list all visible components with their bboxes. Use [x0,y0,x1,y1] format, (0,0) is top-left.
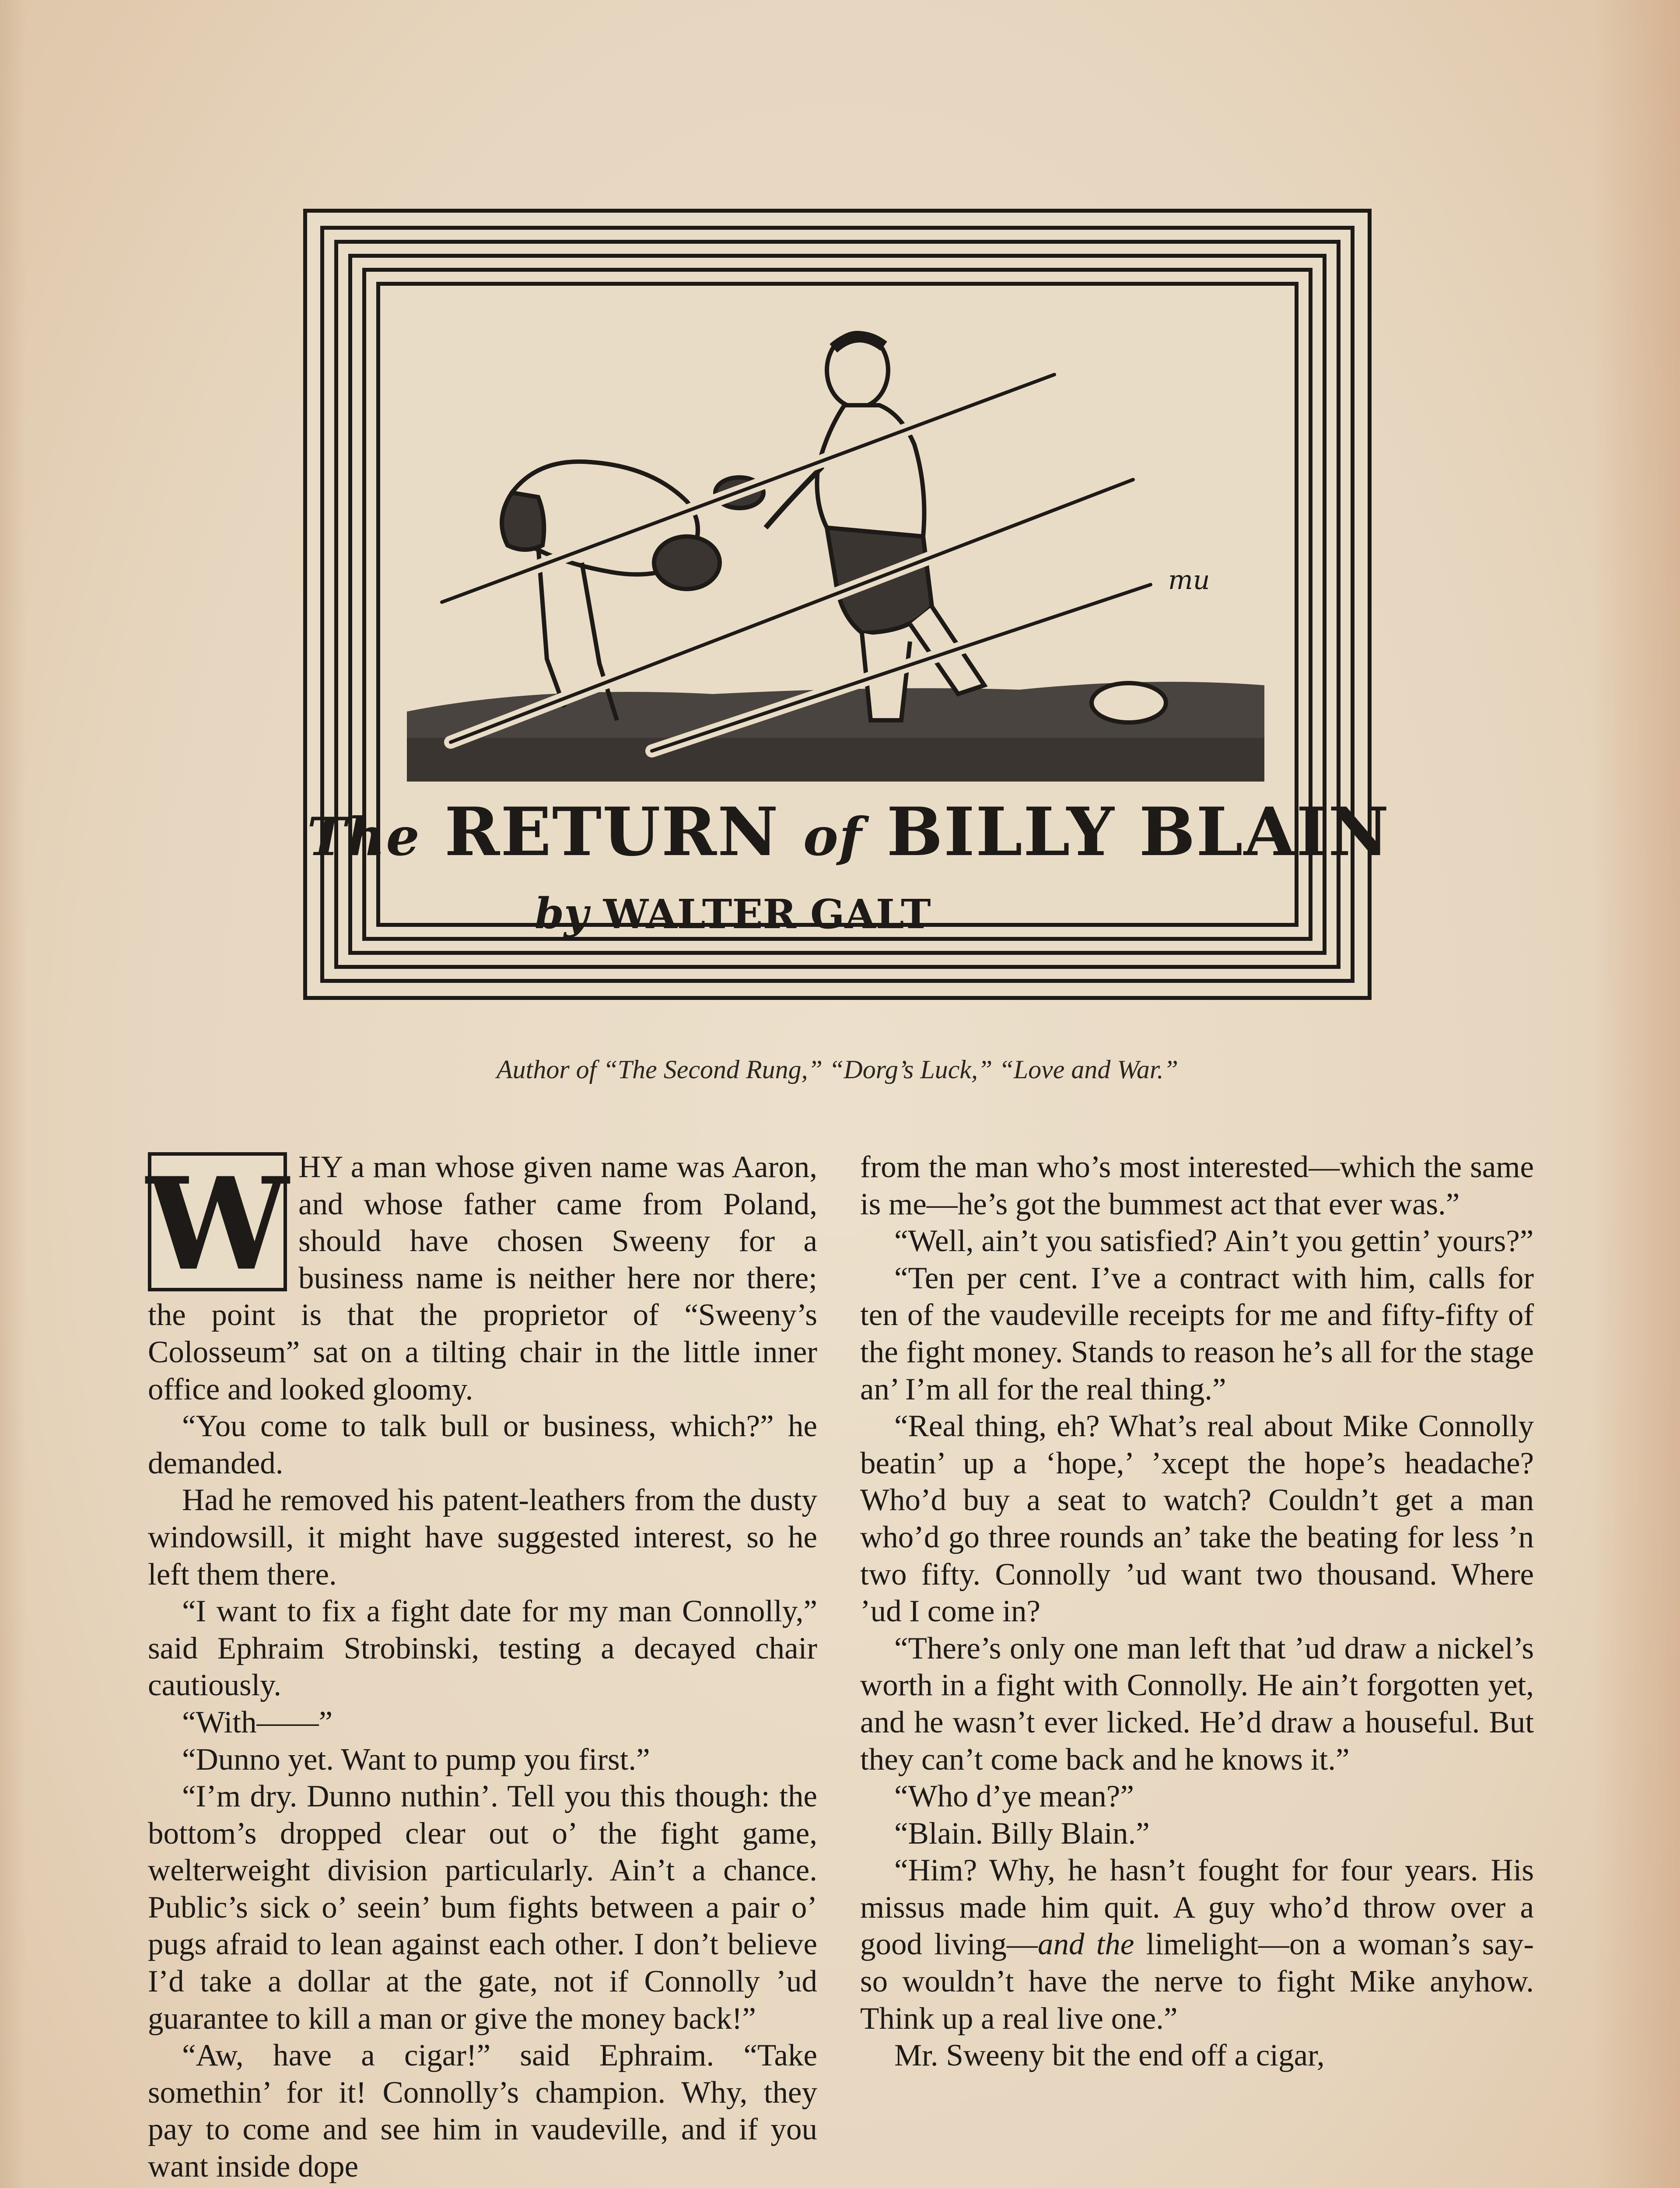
title-name: BILLY BLAIN [886,792,1390,871]
dropcap-box [146,1150,289,1299]
hat-on-floor [1092,683,1166,722]
paragraph-text: limelight—on a woman’s say-so wouldn’t have the nerve to fight Mike anyhow. Think up a real live one.” [860,1927,1534,2036]
page-edge-shade-left [0,0,26,2188]
right-text-column [860,1149,1534,2074]
emphasis-text: and the [1037,1927,1134,1962]
byline-by: by [535,889,588,938]
author-credits-caption: Author of “The Second Rung,” “Dorg’s Luck,” “Love and War.” [497,1055,1178,1084]
page-edge-shade-right [1592,0,1680,2188]
paragraph: “I want to fix a fight date for my man Connolly,” said Ephraim Strobinski, testing a decayed chair cautiously. [148,1594,817,1703]
left-text-column [148,1149,817,2185]
byline [535,889,931,938]
paragraph: “Dunno yet. Want to pump you first.” [182,1742,650,1777]
paragraph: “Well, ain’t you satisfied? Ain’t you gettin’ yours?” [894,1224,1534,1259]
title-prefix: The [307,806,420,868]
paragraph: “Ten per cent. I’ve a contract with him, calls for ten of the vaudeville receipts for me and fifty-fifty of the fight money. Stands to reason he’s all for the stage an’ I’m all for the real thing.” [860,1261,1534,1406]
paragraph: “I’m dry. Dunno nuthin’. Tell you this though: the bottom’s dropped clear out o’ the fight game, welterweight division particularly. Ain’t a chance. Public’s sick o’ seein’ bum fights between a pair o’ pugs afraid to lean against each other. I don’t believe I’d take a dollar at the gate, not if Connolly ’ud guarantee to kill a man or give the money back!” [148,1779,817,2036]
title-of: of [803,806,863,868]
dropcap-letter: W [146,1150,289,1299]
title-main: RETURN [444,792,779,871]
paragraph: “Who d’ye mean?” [894,1779,1134,1814]
title-illustration-frame [303,209,1390,1000]
paragraph: HY a man whose given name was Aaron, and whose father came from Poland, should have chosen Sweeny for a business name is neither here nor there; the point is that the proprietor of “Sweeny’s Colosseum” sat on a tilting chair in the little inner office and looked gloomy. [148,1150,817,1406]
paragraph: “Blain. Billy Blain.” [894,1816,1150,1851]
paragraph-text: “Him? Why, he hasn’t fought for four years. His missus made him quit. A guy who’d throw over a good living— [860,1853,1534,1962]
story-title [307,792,1390,871]
standing-boxer-figure [766,333,984,720]
paragraph: “Real thing, eh? What’s real about Mike Connolly beatin’ up a ‘hope,’ ’xcept the hope’s headache? Who’d buy a seat to watch? Couldn’t get a man who’d go three rounds an’ take the beating for less ’n two fifty. Connolly ’ud want two thousand. Where ’ud I come in? [860,1409,1534,1629]
paragraph: “With——” [182,1705,333,1739]
paragraph: from the man who’s most interested—which the same is me—he’s got the bummest act that ever was.” [860,1150,1534,1221]
boxing-illustration [407,300,1273,782]
paragraph: “There’s only one man left that ’ud draw a nickel’s worth in a fight with Connolly. He ain’t forgotten yet, and he wasn’t ever licked. He’d draw a houseful. But they can’t come back and he knows it.” [860,1631,1534,1777]
author-name: WALTER GALT [603,891,931,938]
artist-signature: mu [1168,565,1210,596]
paragraph: “Aw, have a cigar!” said Ephraim. “Take somethin’ for it! Connolly’s champion. Why, they pay to come and see him in vaudeville, and if you want inside dope [148,2038,817,2184]
paragraph [860,1852,1534,2037]
paragraph: Mr. Sweeny bit the end off a cigar, [894,2038,1325,2073]
paragraph: “You come to talk bull or business, which?” he demanded. [148,1409,817,1480]
paragraph: Had he removed his patent-leathers from the dusty windowsill, it might have suggested interest, so he left them there. [148,1483,817,1592]
